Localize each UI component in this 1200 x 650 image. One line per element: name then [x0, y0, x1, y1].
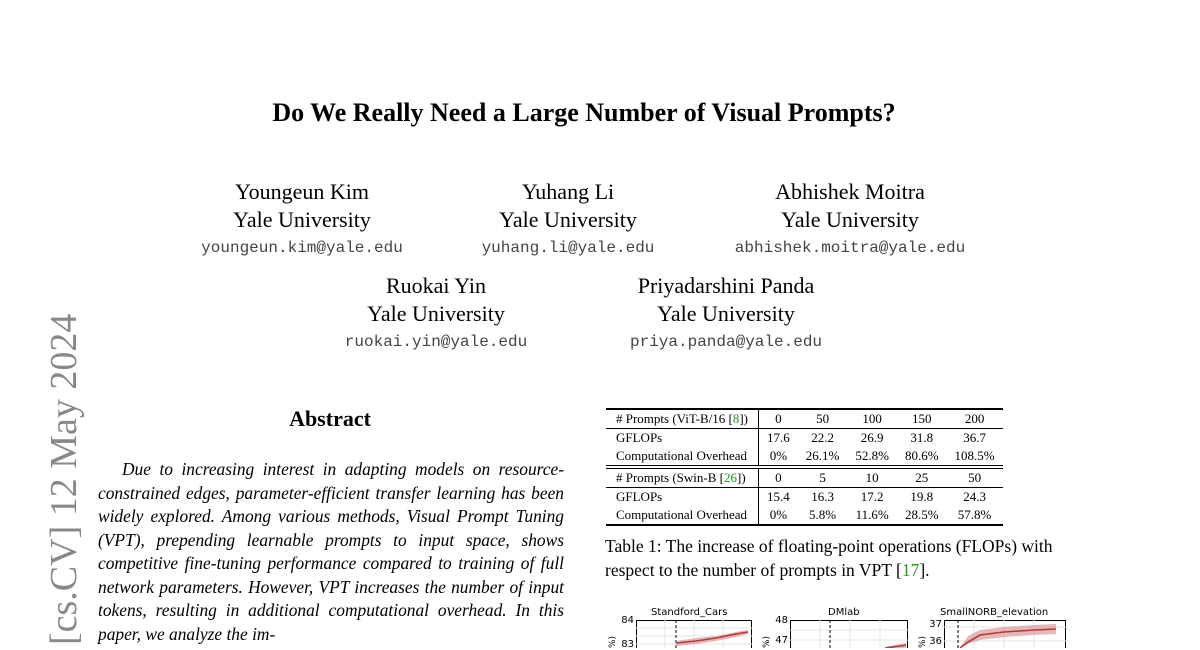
author-block [710, 178, 990, 258]
abstract-heading: Abstract [289, 406, 371, 431]
row-label: GFLOPs [606, 488, 759, 507]
table-cell: 0% [769, 448, 788, 463]
author-name: Abhishek Moitra [775, 179, 925, 204]
table-cell: 19.8 [910, 489, 934, 504]
table-cell: 28.5% [897, 506, 947, 525]
author-email: ruokai.yin@yale.edu [344, 333, 528, 351]
row-label: GFLOPs [606, 429, 759, 448]
table-cell: 10 [847, 467, 897, 488]
row-label: Computational Overhead [606, 506, 759, 525]
plot-dmlab [762, 606, 912, 648]
paper-title: Do We Really Need a Large Number of Visual Prompts? [272, 98, 896, 127]
plot-area [790, 620, 908, 648]
author-affiliation: Yale University [781, 207, 919, 232]
table-row [606, 447, 1003, 467]
row-label: Computational Overhead [606, 447, 759, 467]
table-caption: Table 1: The increase of floating-point operations (FLOPs) with respect to the number of prompts in VPT [17]. [605, 536, 1053, 580]
plot-area [636, 620, 752, 648]
flops-table [606, 408, 1003, 526]
table-row [606, 429, 1003, 448]
table-cell: 80.6% [904, 448, 939, 463]
table-cell: 50 [947, 467, 1003, 488]
author-affiliation: Yale University [499, 207, 637, 232]
table-cell: 50 [798, 409, 848, 429]
row-label: # Prompts (Swin-B [26]) [606, 467, 759, 488]
plot-grid [790, 620, 908, 648]
arxiv-side-stamp [14, 290, 86, 650]
table-cell: 5 [798, 467, 848, 488]
table-cell: 0% [759, 506, 798, 525]
table-cell: 100 [847, 409, 897, 429]
table-cell: 108.5% [954, 448, 995, 463]
table-cell: 22.2 [811, 430, 834, 445]
table-cell: 57.8% [947, 506, 1003, 525]
row-label: # Prompts (ViT-B/16 [8]) [606, 409, 759, 429]
author-email: yuhang.li@yale.edu [481, 239, 655, 257]
table-cell: 200 [947, 409, 1003, 429]
plot-frame [791, 621, 908, 649]
y-tick: 36 [929, 636, 942, 647]
table-cell: 36.7 [963, 430, 986, 445]
author-affiliation: Yale University [367, 301, 505, 326]
author-affiliation: Yale University [657, 301, 795, 326]
author-email: abhishek.moitra@yale.edu [734, 239, 966, 257]
author-block [448, 178, 688, 258]
author-name: Ruokai Yin [385, 273, 487, 298]
plot-standford-cars [606, 606, 756, 648]
abstract-text: Due to increasing interest in adapting models on resource-constrained edges, parameter-efficient transfer learning has been widely explored. Among various methods, Visual Prompt Tuning (VPT), prepending learnable prompts to input space, shows competitive fine-tuning performance compared to training of full network parameters. However, VPT increases the number of input tokens, resulting in additional computational overhead. In this paper, we analyze the im- [98, 459, 564, 644]
author-name: Youngeun Kim [234, 179, 370, 204]
table-cell: 52.8% [855, 448, 889, 463]
abstract-body [98, 458, 564, 646]
table-cell: 26.1% [805, 448, 840, 463]
table-cell: 15.4 [767, 489, 790, 504]
author-affiliation: Yale University [233, 207, 371, 232]
y-tick: 84 [621, 615, 634, 626]
author-block [182, 178, 422, 258]
author-name: Priyadarshini Panda [637, 273, 815, 298]
y-axis-label: %) [918, 635, 928, 648]
y-tick: 47 [775, 635, 788, 646]
y-tick: 83 [621, 639, 634, 650]
plot-title: DMlab [828, 607, 860, 618]
author-email: priya.panda@yale.edu [629, 333, 823, 351]
table-cell: 25 [897, 467, 947, 488]
table-cell: 150 [897, 409, 947, 429]
table-row [606, 488, 1003, 507]
author-email: youngeun.kim@yale.edu [201, 239, 403, 257]
author-block [316, 272, 556, 352]
table-row [606, 467, 1003, 488]
y-tick: 37 [929, 619, 942, 630]
table-cell: 5.8% [798, 506, 848, 525]
plot-title: SmallNORB_elevation [940, 607, 1049, 618]
arxiv-stamp-text: [cs.CV] 12 May 2024 [43, 313, 85, 645]
table-cell: 16.3 [811, 489, 834, 504]
y-tick: 48 [775, 615, 788, 626]
table-cell: 26.9 [860, 430, 884, 445]
plot-area [944, 620, 1066, 648]
citation-link[interactable]: 17 [901, 560, 920, 580]
table-cell: 17.6 [767, 430, 790, 445]
plot-smallnorb-elevation [920, 606, 1070, 648]
citation-link[interactable]: 8 [732, 411, 740, 426]
citation-link[interactable]: 26 [723, 470, 737, 485]
table-cell: 0 [759, 409, 798, 429]
table-cell: 11.6% [847, 506, 897, 525]
table-row [606, 506, 1003, 525]
table-cell: 24.3 [963, 489, 986, 504]
table-cell: 17.2 [860, 489, 884, 504]
y-axis-label: %) [608, 635, 618, 648]
author-block [596, 272, 856, 352]
table-row [606, 409, 1003, 429]
y-axis-label: %) [762, 635, 772, 648]
table-cell: 31.8 [910, 430, 934, 445]
author-name: Yuhang Li [521, 179, 615, 204]
table-cell: 0 [759, 467, 798, 488]
plot-title: Standford_Cars [651, 607, 728, 618]
